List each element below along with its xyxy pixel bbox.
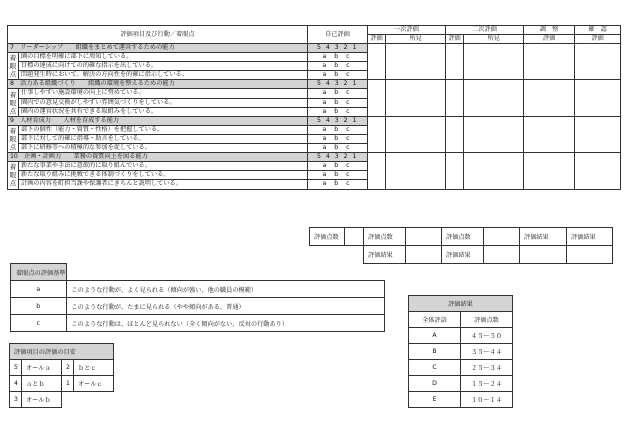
item-abc[interactable]: a b c bbox=[308, 53, 368, 62]
guide-title: 評価項目の評価の目安 bbox=[10, 344, 114, 360]
item-text: 部下に研修等への積極的な参加を促している。 bbox=[19, 144, 308, 153]
spacer bbox=[74, 392, 114, 408]
section-title: 10 企画・計画力 業務の資質向上を図る能力 bbox=[8, 153, 308, 162]
adjust-rating-header: 評価 bbox=[524, 35, 575, 44]
criteria-text: このような行動は、ほとんど見られない（全く傾向がない、反対の行動あり） bbox=[66, 315, 384, 332]
item-text: 目標の達成に向けての的確な指示を出している。 bbox=[19, 62, 308, 71]
self-score-scale: 5 4 3 2 1 bbox=[308, 116, 368, 125]
result-range: ３５～４４ bbox=[461, 344, 513, 360]
criteria-key: b bbox=[11, 298, 67, 315]
first-remarks-cell[interactable] bbox=[386, 153, 446, 189]
item-text: 園の目標を明確に部下に周知している。 bbox=[19, 53, 308, 62]
second-result-value[interactable] bbox=[484, 246, 520, 264]
result-range: １５～２４ bbox=[461, 376, 513, 392]
second-score-value[interactable] bbox=[484, 228, 520, 246]
adjust-cell[interactable] bbox=[524, 153, 575, 189]
guide-score: 4 bbox=[10, 376, 22, 392]
item-abc[interactable]: a b c bbox=[308, 62, 368, 71]
first-remarks-header: 所見 bbox=[386, 35, 446, 44]
first-remarks-cell[interactable] bbox=[386, 116, 446, 152]
confirm-rating-header: 評価 bbox=[575, 35, 621, 44]
section-title: 9 人材育成力 人材を育成する能力 bbox=[8, 116, 308, 125]
item-abc[interactable]: a b c bbox=[308, 98, 368, 107]
second-score-label: 評価点数 bbox=[442, 228, 484, 246]
item-text: 園内の運営状況を共有できる取組みをしている。 bbox=[19, 107, 308, 116]
second-rating-header: 評価 bbox=[446, 35, 464, 44]
chakugan-label: 着眼点 bbox=[8, 53, 19, 80]
result-col-score: 評価点数 bbox=[461, 312, 513, 328]
section-title: 7 リーダーシップ 組織をまとめて運営するための能力 bbox=[8, 44, 308, 53]
item-abc[interactable]: a b c bbox=[308, 125, 368, 134]
item-text: 仕事しやすい施設環境の向上に努めている。 bbox=[19, 89, 308, 98]
second-remarks-cell[interactable] bbox=[464, 153, 524, 189]
item-text: 新たな事業や手法に意欲的に取り組んでいる。 bbox=[19, 162, 308, 171]
item-text: 問題発生時において、解決の方向性を的確に指示している。 bbox=[19, 71, 308, 80]
result-grade: E bbox=[409, 392, 461, 408]
self-score-scale: 5 4 3 2 1 bbox=[308, 80, 368, 89]
item-abc[interactable]: a b c bbox=[308, 89, 368, 98]
guide-desc: オールｂ bbox=[22, 392, 62, 408]
criteria-text: このような行動が、よく見られる（傾向が強い、他の職員の模範） bbox=[66, 281, 384, 298]
adjust-cell[interactable] bbox=[524, 116, 575, 152]
first-rating-cell[interactable] bbox=[368, 153, 386, 189]
result-title: 評価結果 bbox=[409, 296, 513, 312]
guide-score: 3 bbox=[10, 392, 22, 408]
second-remarks-cell[interactable] bbox=[464, 116, 524, 152]
guide-desc: ｂとｃ bbox=[74, 360, 114, 376]
guide-desc: オールａ bbox=[22, 360, 62, 376]
first-result-label: 評価結果 bbox=[364, 246, 406, 264]
confirm-cell[interactable] bbox=[575, 44, 621, 80]
item-text: 新たな取り組みに挑戦できる体制づくりをしている。 bbox=[19, 171, 308, 180]
totals-table bbox=[309, 227, 613, 264]
first-eval-header: 一次評価 bbox=[368, 26, 446, 35]
chakugan-label: 着眼点 bbox=[8, 89, 19, 116]
criteria-title: 着眼点の評価基準 bbox=[11, 264, 67, 281]
first-remarks-cell[interactable] bbox=[386, 44, 446, 80]
result-col-grade: 全体評語 bbox=[409, 312, 461, 328]
item-abc[interactable]: a b c bbox=[308, 144, 368, 153]
spacer bbox=[66, 264, 384, 281]
guide-score: 2 bbox=[62, 360, 74, 376]
spacer bbox=[345, 246, 364, 264]
self-score-value[interactable] bbox=[345, 228, 364, 246]
first-remarks-cell[interactable] bbox=[386, 80, 446, 116]
result-range: ２５～３４ bbox=[461, 360, 513, 376]
first-score-label: 評価点数 bbox=[364, 228, 406, 246]
guide-desc: オールｃ bbox=[74, 376, 114, 392]
spacer bbox=[62, 392, 74, 408]
first-score-value[interactable] bbox=[406, 228, 442, 246]
result-grade: B bbox=[409, 344, 461, 360]
confirm-header: 確 認 bbox=[575, 26, 621, 35]
item-abc[interactable]: a b c bbox=[308, 71, 368, 80]
confirm-cell[interactable] bbox=[575, 80, 621, 116]
item-text: 計画の内容を町担当課や保護者にきちんと説明している。 bbox=[19, 180, 308, 189]
second-rating-cell[interactable] bbox=[446, 153, 464, 189]
first-rating-header: 評価 bbox=[368, 35, 386, 44]
items-header: 評価項目及び行動／着眼点 bbox=[8, 26, 308, 44]
adjust-result-label: 評価結果 bbox=[520, 228, 567, 246]
second-eval-header: 二次評価 bbox=[446, 26, 524, 35]
chakugan-label: 着眼点 bbox=[8, 162, 19, 189]
second-result-label: 評価結果 bbox=[442, 246, 484, 264]
confirm-cell[interactable] bbox=[575, 116, 621, 152]
second-remarks-cell[interactable] bbox=[464, 44, 524, 80]
result-range: １０～１４ bbox=[461, 392, 513, 408]
guide-score: 5 bbox=[10, 360, 22, 376]
adjust-result-value[interactable] bbox=[520, 246, 567, 264]
criteria-table bbox=[10, 263, 385, 332]
evaluation-table bbox=[7, 25, 621, 190]
guide-desc: ａとｂ bbox=[22, 376, 62, 392]
section-title: 8 活力ある組織づくり 組織の環境を整えるための能力 bbox=[8, 80, 308, 89]
adjust-header: 調 整 bbox=[524, 26, 575, 35]
spacer bbox=[310, 246, 345, 264]
self-score-label: 評価点数 bbox=[310, 228, 345, 246]
item-text: 部下に対して的確に指導・助言をしている。 bbox=[19, 134, 308, 143]
item-abc[interactable]: a b c bbox=[308, 134, 368, 143]
item-abc[interactable]: a b c bbox=[308, 171, 368, 180]
self-score-scale: 5 4 3 2 1 bbox=[308, 153, 368, 162]
self-score-scale: 5 4 3 2 1 bbox=[308, 44, 368, 53]
second-rating-cell[interactable] bbox=[446, 80, 464, 116]
guide-score: 1 bbox=[62, 376, 74, 392]
adjust-cell[interactable] bbox=[524, 44, 575, 80]
result-table bbox=[408, 295, 513, 408]
second-rating-cell[interactable] bbox=[446, 116, 464, 152]
chakugan-label: 着眼点 bbox=[8, 125, 19, 152]
criteria-key: a bbox=[11, 281, 67, 298]
first-result-value[interactable] bbox=[406, 246, 442, 264]
result-grade: D bbox=[409, 376, 461, 392]
result-range: ４５～５０ bbox=[461, 328, 513, 344]
confirm-result-label: 評価結果 bbox=[567, 228, 613, 246]
second-remarks-cell[interactable] bbox=[464, 80, 524, 116]
item-abc[interactable]: a b c bbox=[308, 162, 368, 171]
second-remarks-header: 所見 bbox=[464, 35, 524, 44]
self-eval-header: 自己評価 bbox=[308, 26, 368, 44]
confirm-cell[interactable] bbox=[575, 153, 621, 189]
item-abc[interactable]: a b c bbox=[308, 180, 368, 189]
first-rating-cell[interactable] bbox=[368, 116, 386, 152]
result-grade: C bbox=[409, 360, 461, 376]
first-rating-cell[interactable] bbox=[368, 80, 386, 116]
item-text: 園内での意見交換がしやすい雰囲気づくりをしている。 bbox=[19, 98, 308, 107]
item-abc[interactable]: a b c bbox=[308, 107, 368, 116]
item-text: 部下の個性（能力・資質・性格）を把握している。 bbox=[19, 125, 308, 134]
first-rating-cell[interactable] bbox=[368, 44, 386, 80]
result-grade: A bbox=[409, 328, 461, 344]
criteria-text: このような行動が、たまに見られる（やや傾向がある、普通） bbox=[66, 298, 384, 315]
adjust-cell[interactable] bbox=[524, 80, 575, 116]
criteria-key: c bbox=[11, 315, 67, 332]
confirm-result-value[interactable] bbox=[567, 246, 613, 264]
second-rating-cell[interactable] bbox=[446, 44, 464, 80]
guide-table bbox=[9, 343, 114, 408]
